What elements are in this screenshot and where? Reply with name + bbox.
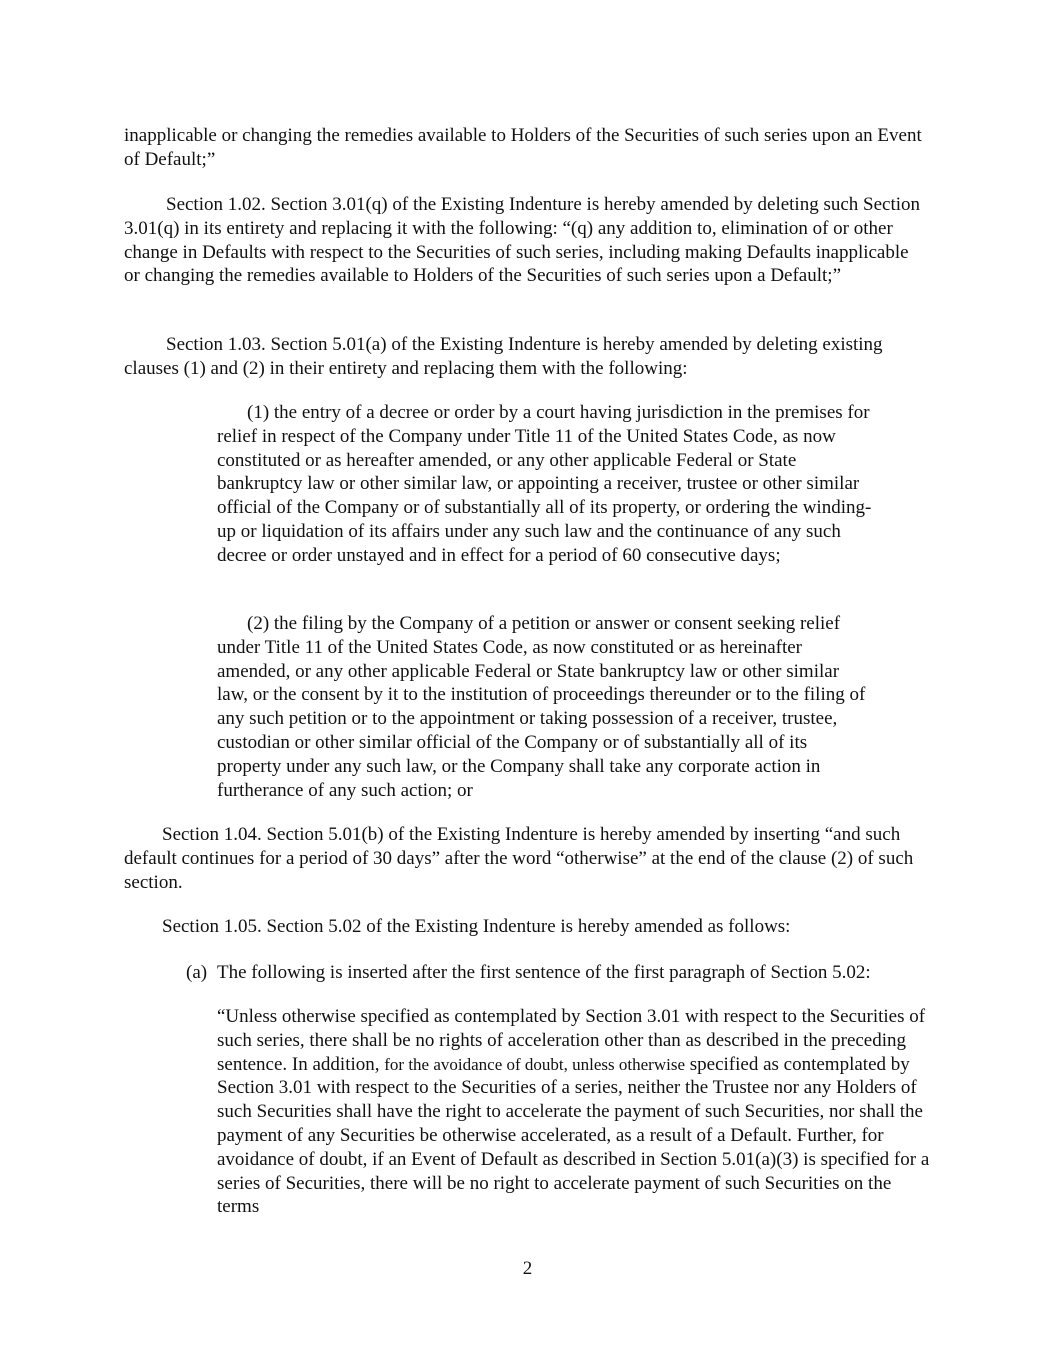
quoted-amendment-text — [217, 1005, 932, 1219]
paragraph-section-1-02: Section 1.02. Section 3.01(q) of the Existing Indenture is hereby amended by deleting such Section 3.01(q) in its entirety and replacing it with the following: “(q) any addition to, elimination of or other change in Defaults with respect to the Securities of such series, including making Defaults inapplicable or changing the remedies available to Holders of the Securities of such series upon a Default;” — [124, 194, 921, 287]
list-item-a-text: The following is inserted after the first sentence of the first paragraph of Section 5.02: — [217, 962, 871, 983]
quote-part-1: “Unless otherwise specified as contemplated by Section 3.01 with respect to the Securities of such series, there shall be no rights of acceleration other than as described in the preceding sentence. In addition, — [217, 1006, 926, 1075]
paragraph-section-1-04: Section 1.04. Section 5.01(b) of the Existing Indenture is hereby amended by inserting “and such default continues for a period of 30 days” after the word “otherwise” at the end of the clause (2) of such section. — [124, 824, 914, 893]
clause-1: (1) the entry of a decree or order by a court having jurisdiction in the premises for relief in respect of the Company under Title 11 of the United States Code, as now constituted or as hereafter amended, or any other applicable Federal or State bankruptcy law or other similar law, or appointing a receiver, trustee or other similar official of the Company or of substantially all of its property, or ordering the winding-up or liquidation of its affairs under any such law and the continuance of any such decree or order unstayed and in effect for a period of 60 consecutive days; — [217, 402, 872, 566]
paragraph-section-1-03: Section 1.03. Section 5.01(a) of the Existing Indenture is hereby amended by deleting existing clauses (1) and (2) in their entirety and replacing them with the following: — [124, 334, 883, 379]
page-number: 2 — [522, 1258, 533, 1279]
list-item-a — [186, 961, 936, 985]
paragraph-continuation: inapplicable or changing the remedies available to Holders of the Securities of such series upon an Event of Default;” — [124, 125, 922, 170]
list-marker-a: (a) — [186, 962, 208, 983]
paragraph-section-1-05: Section 1.05. Section 5.02 of the Existing Indenture is hereby amended as follows: — [162, 916, 791, 937]
quote-part-2-small: for the avoidance of doubt, unless otherwise — [384, 1054, 685, 1074]
clause-2: (2) the filing by the Company of a petition or answer or consent seeking relief under Title 11 of the United States Code, as now constituted or as hereinafter amended, or any other applicable Federal or State bankruptcy law or other similar law, or the consent by it to the institution of proceedings thereunder or to the filing of any such petition or to the appointment or taking possession of a receiver, trustee, custodian or other similar official of the Company or of substantially all of its property under any such law, or the Company shall take any corporate action in furtherance of any such action; or — [217, 613, 866, 801]
quote-part-3: specified as contemplated by Section 3.01 with respect to the Securities of a series, neither the Trustee nor any Holders of such Securities shall have the right to accelerate the payment of such Securities, nor shall the payment of any Securities be otherwise accelerated, as a result of a Default. Further, for avoidance of doubt, if an Event of Default as described in Section 5.01(a)(3) is specified for a series of Securities, there will be no right to accelerate payment of such Securities on the terms — [217, 1053, 930, 1218]
